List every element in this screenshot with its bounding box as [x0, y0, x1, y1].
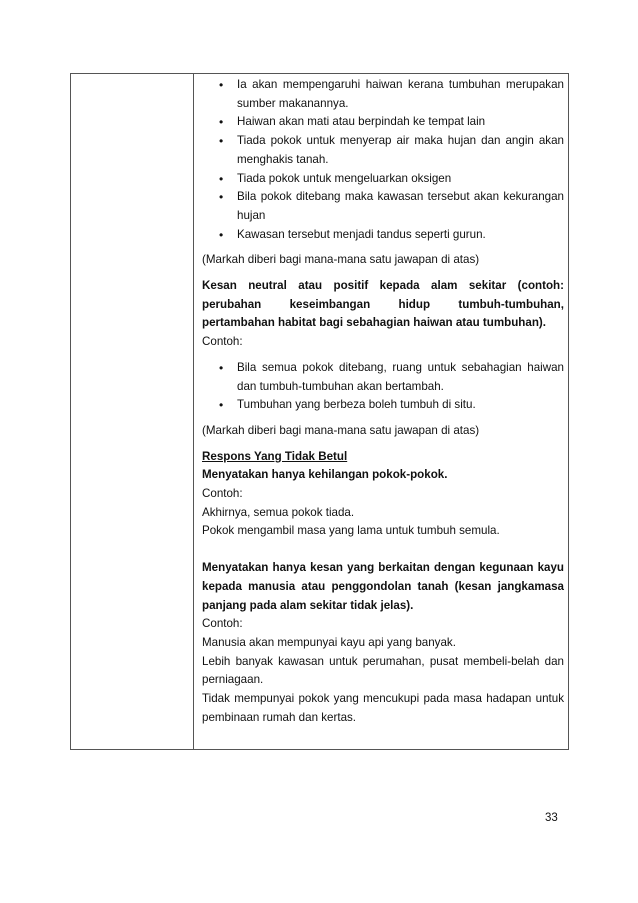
list-item: • Haiwan akan mati atau berpindah ke tempat lain [202, 113, 564, 132]
column-divider [193, 74, 194, 749]
incorrect-point-heading: Menyatakan hanya kesan yang berkaitan dengan kegunaan kayu kepada manusia atau penggondolan tanah (kesan jangkamasa panjang pada alam sekitar tidak jelas). [202, 561, 564, 612]
neutral-examples-list [202, 359, 564, 415]
contoh-label: Contoh: [202, 617, 243, 631]
incorrect-responses-title: Respons Yang Tidak Betul [202, 449, 348, 463]
contoh-label: Contoh: [202, 487, 243, 501]
example-text: Akhirnya, semua pokok tiada. [202, 505, 355, 519]
list-item: • Kawasan tersebut menjadi tandus seperti gurun. [202, 226, 564, 245]
marking-note: (Markah diberi bagi mana-mana satu jawapan di atas) [202, 253, 480, 267]
list-item: • Bila pokok ditebang maka kawasan tersebut akan kekurangan hujan [202, 188, 564, 225]
example-text: Lebih banyak kawasan untuk perumahan, pusat membeli-belah dan perniagaan. [202, 654, 564, 687]
list-item: • Tiada pokok untuk mengeluarkan oksigen [202, 170, 564, 189]
list-item: • Ia akan mempengaruhi haiwan kerana tumbuhan merupakan sumber makanannya. [202, 76, 564, 113]
list-item: • Tumbuhan yang berbeza boleh tumbuh di situ. [202, 396, 564, 415]
neutral-positive-heading: Kesan neutral atau positif kepada alam sekitar (contoh: perubahan keseimbangan hidup tumbuh-tumbuhan, pertambahan habitat bagi sebahagian haiwan atau tumbuhan). [202, 279, 564, 330]
marking-scheme-table [70, 73, 569, 750]
list-item: • Tiada pokok untuk menyerap air maka hujan dan angin akan menghakis tanah. [202, 132, 564, 169]
incorrect-point-heading: Menyatakan hanya kehilangan pokok-pokok. [202, 468, 448, 482]
marking-note: (Markah diberi bagi mana-mana satu jawapan di atas) [202, 423, 480, 437]
page-number: 33 [545, 812, 558, 824]
contoh-label: Contoh: [202, 335, 243, 349]
effects-list [202, 76, 564, 244]
list-item: • Bila semua pokok ditebang, ruang untuk sebahagian haiwan dan tumbuh-tumbuhan akan bertambah. [202, 359, 564, 396]
example-text: Tidak mempunyai pokok yang mencukupi pada masa hadapan untuk pembinaan rumah dan kertas. [202, 692, 564, 724]
example-text: Pokok mengambil masa yang lama untuk tumbuh semula. [202, 524, 500, 538]
example-text: Manusia akan mempunyai kayu api yang banyak. [202, 635, 456, 649]
answer-cell [202, 74, 564, 728]
